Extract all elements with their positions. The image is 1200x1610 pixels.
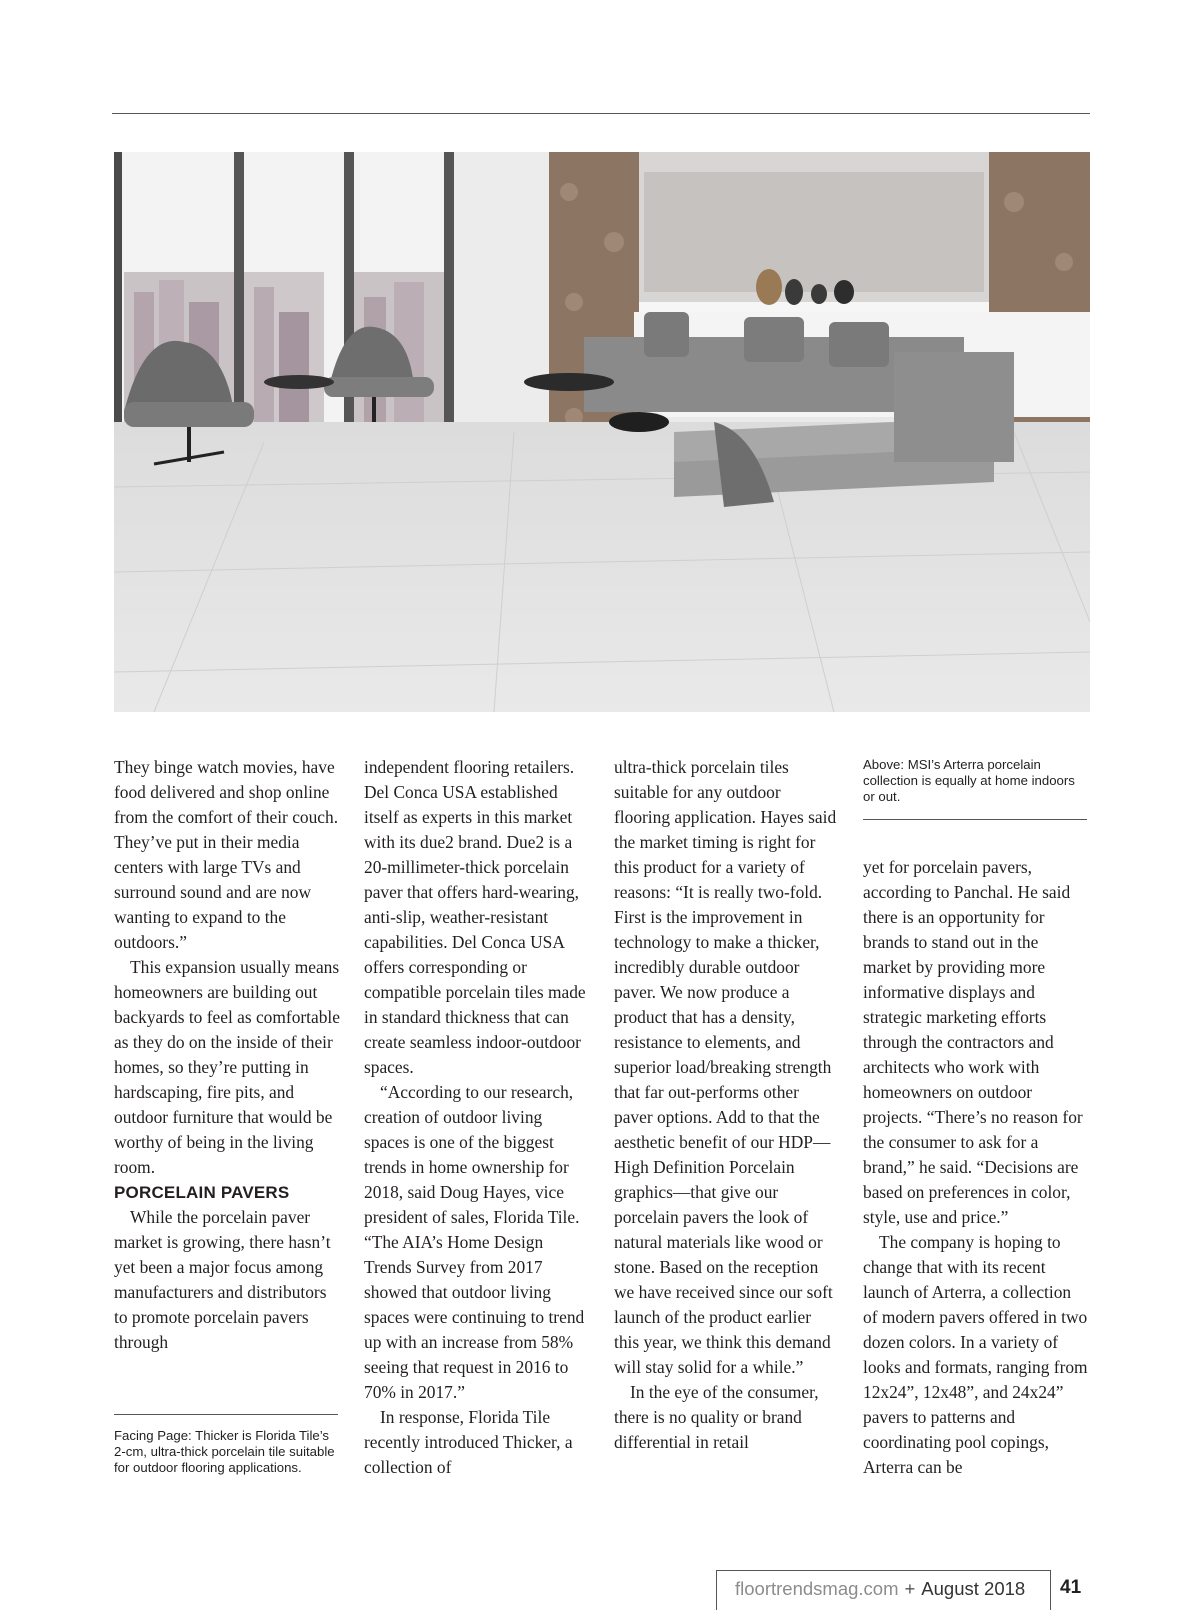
coffee-table xyxy=(524,373,614,391)
caption-facing-rule xyxy=(114,1414,338,1415)
paragraph: “According to our research, creation of outdoor living spaces is one of the biggest trends in home ownership for 2018, said Doug Hayes, vice president of sales, Florida Tile. “The AIA’s Home Design Trends Survey from 2017 showed that outdoor living spaces were continuing to trend up with an increase from 58% seeing that request in 2016 to 70% in 2017.” xyxy=(364,1082,585,1402)
living-room-illustration xyxy=(114,152,1090,712)
page-number: 41 xyxy=(1060,1577,1082,1598)
caption-facing: Facing Page: Thicker is Florida Tile’s 2-cm, ultra-thick porcelain tile suitable for outdoor flooring applications. xyxy=(114,1428,335,1475)
section-subhead: PORCELAIN PAVERS xyxy=(114,1183,290,1202)
page-footer xyxy=(716,1570,1051,1610)
ottoman xyxy=(609,412,669,432)
paragraph: The company is hoping to change that with its recent launch of Arterra, a collection of modern pavers offered in two dozen colors. In a variety of looks and formats, ranging from 12x24”, 12x48”, and 24x24” pavers to patterns and coordinating pool copings, Arterra can be xyxy=(863,1232,1088,1477)
column-3 xyxy=(614,755,840,1455)
column-1 xyxy=(114,755,340,1355)
footer-separator: + xyxy=(904,1578,916,1599)
paragraph: They binge watch movies, have food delivered and shop online from the comfort of their couch. They’ve put in their media centers with large TVs and surround sound and are now wanting to expand to the outdoors.” xyxy=(114,757,339,952)
top-rule xyxy=(112,113,1090,114)
caption-above: Above: MSI’s Arterra porcelain collection is equally at home indoors or out. xyxy=(863,757,1075,804)
paragraph: independent flooring retailers. Del Conca USA established itself as experts in this market with its due2 brand. Due2 is a 20-millimeter-thick porcelain paver that offers hard-wearing, anti-slip, weather-resistant capabilities. Del Conca USA offers corresponding or compatible porcelain tiles made in standard thickness that can create seamless indoor-outdoor spaces. xyxy=(364,757,586,1077)
footer-site[interactable]: floortrendsmag.com xyxy=(735,1578,899,1599)
paragraph: yet for porcelain pavers, according to Panchal. He said there is an opportunity for brands to stand out in the market by providing more informative displays and strategic marketing efforts through the contractors and architects who work with homeowners on outdoor projects. “There’s no reason for the consumer to ask for a brand,” he said. “Decisions are based on preferences in color, style, use and price.” xyxy=(863,857,1083,1227)
living-room-photo xyxy=(114,152,1090,712)
paragraph: ultra-thick porcelain tiles suitable for any outdoor flooring application. Hayes said the market timing is right for this product for a variety of reasons: “It is really two-fold. First is the improvement in technology to make a thicker, incredibly durable outdoor paver. We now produce a product that has a density, resistance to elements, and superior load/breaking strength that far out-performs other paver options. Add to that the aesthetic benefit of our HDP—High Definition Porcelain graphics—that give our porcelain pavers the look of natural materials like wood or stone. Based on the reception we have received since our soft launch of the product earlier this year, we think this demand will stay solid for a while.” xyxy=(614,757,837,1377)
side-table xyxy=(264,375,334,389)
footer-date: August 2018 xyxy=(921,1578,1026,1599)
column-4 xyxy=(863,855,1089,1480)
paragraph: While the porcelain paver market is growing, there hasn’t yet been a major focus among manufacturers and distributors to promote porcelain pavers through xyxy=(114,1207,331,1352)
caption-above-rule xyxy=(863,819,1087,820)
paragraph: In response, Florida Tile recently introduced Thicker, a collection of xyxy=(364,1407,573,1477)
paragraph: In the eye of the consumer, there is no quality or brand differential in retail xyxy=(614,1382,819,1452)
paragraph: This expansion usually means homeowners are building out backyards to feel as comfortable as they do on the inside of their homes, so they’re putting in hardscaping, fire pits, and outdoor furniture that would be worthy of being in the living room. xyxy=(114,957,340,1177)
column-2 xyxy=(364,755,590,1480)
